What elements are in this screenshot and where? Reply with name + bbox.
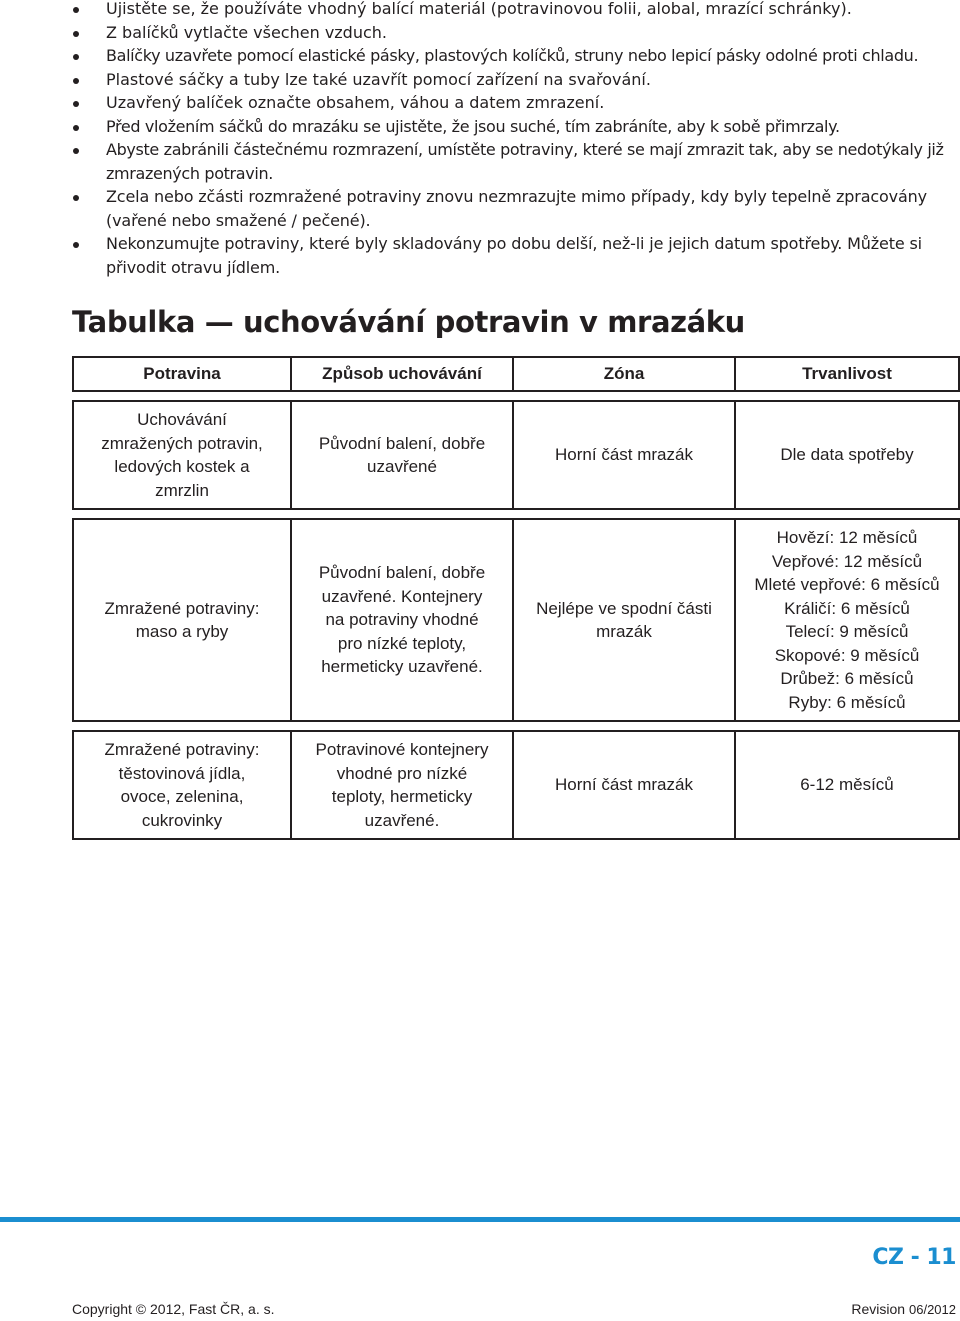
bullet-item xyxy=(0,185,960,232)
bullet-dot-icon xyxy=(73,31,79,37)
bullet-item xyxy=(0,138,960,185)
cell-line: Horní část mrazák xyxy=(555,445,693,465)
revision-value: 06/2012 xyxy=(909,1302,956,1317)
cell-potravina xyxy=(72,730,291,840)
cell-line: pro nízké teploty, xyxy=(337,633,467,653)
cell-line: Původní balení, dobře xyxy=(318,563,486,583)
page-number: CZ - 11 xyxy=(872,1245,956,1270)
cell-line: Vepřové: 12 měsíců xyxy=(771,551,923,571)
bullet-dot-icon xyxy=(73,148,79,154)
cell-zpusob xyxy=(291,400,513,510)
cell-zpusob xyxy=(291,730,513,840)
bullet-text: Nekonzumujte potraviny, které byly skladovány po dobu delší, než-li je jejich datum spotřeby. Můžete si přivodit otravu jídlem. xyxy=(106,234,922,277)
cell-line: Telecí: 9 měsíců xyxy=(785,622,909,641)
bullet-text: Zcela nebo zčásti rozmražené potraviny znovu nezmrazujte mimo případy, kdy byly tepelně zpracovány (vařené nebo smažené / pečené). xyxy=(106,187,927,230)
cell-line: Hovězí: 12 měsíců xyxy=(776,528,918,547)
cell-line: Potravinové kontejnery xyxy=(315,740,489,759)
bullet-dot-icon xyxy=(73,54,79,60)
cell-line: Králičí: 6 měsíců xyxy=(784,598,910,618)
cell-zpusob xyxy=(291,518,513,722)
revision-info xyxy=(851,1301,956,1317)
bullet-text: Balíčky uzavřete pomocí elastické pásky, plastových kolíčků, struny nebo lepicí pásky odolné proti chladu. xyxy=(106,46,919,65)
cell-line: Drůbež: 6 měsíců xyxy=(780,669,914,688)
table-header-row xyxy=(72,356,960,392)
footer-divider xyxy=(0,1217,960,1222)
bullet-dot-icon xyxy=(73,78,79,84)
bullet-text: Plastové sáčky a tuby lze také uzavřít pomocí zařízení na svařování. xyxy=(106,69,651,89)
cell-line: 6-12 měsíců xyxy=(800,775,894,795)
cell-line: Mleté vepřové: 6 měsíců xyxy=(754,575,940,594)
copyright-notice: Copyright © 2012, Fast ČR, a. s. xyxy=(72,1301,275,1317)
table-row xyxy=(72,730,960,840)
cell-line: ledových kostek a xyxy=(114,457,250,476)
cell-line: uzavřené xyxy=(367,457,437,476)
cell-line: Nejlépe ve spodní části xyxy=(536,598,712,618)
bullet-dot-icon xyxy=(73,7,79,13)
cell-potravina xyxy=(72,518,291,722)
bullet-item xyxy=(0,21,960,45)
cell-line: Zmražené potraviny: xyxy=(104,740,260,759)
cell-line: uzavřené. xyxy=(364,810,440,830)
cell-line: Původní balení, dobře xyxy=(318,433,486,453)
bullet-dot-icon xyxy=(73,125,79,131)
revision-label: Revision xyxy=(851,1301,906,1317)
cell-line: Horní část mrazák xyxy=(555,775,693,795)
table-row xyxy=(72,400,960,510)
cell-line: Ryby: 6 měsíců xyxy=(788,692,906,712)
cell-line: Skopové: 9 měsíců xyxy=(774,645,920,665)
table-row xyxy=(72,518,960,722)
cell-potravina xyxy=(72,400,291,510)
cell-zona xyxy=(513,518,735,722)
bullet-text: Uzavřený balíček označte obsahem, váhou a datem zmrazení. xyxy=(106,93,605,112)
bullet-text: Abyste zabránili částečnému rozmrazení, umístěte potraviny, které se mají zmrazit tak, aby se nedotýkaly již zmrazených potravin. xyxy=(106,140,944,183)
header-zpusob: Způsob uchovávání xyxy=(291,356,513,392)
cell-line: na potraviny vhodné xyxy=(325,610,479,630)
bullet-dot-icon xyxy=(73,101,79,107)
cell-line: hermeticky uzavřené. xyxy=(321,657,483,677)
cell-line: Zmražené potraviny: xyxy=(104,598,260,618)
cell-trvanlivost xyxy=(735,518,960,722)
bullet-dot-icon xyxy=(73,195,79,201)
section-title: Tabulka — uchovávání potravin v mrazáku xyxy=(72,305,745,339)
bullet-item xyxy=(0,68,960,92)
cell-line: ovoce, zelenina, xyxy=(120,787,244,806)
header-zona: Zóna xyxy=(513,356,735,392)
cell-line: teploty, hermeticky xyxy=(331,787,473,806)
cell-line: cukrovinky xyxy=(141,810,223,830)
cell-line: uzavřené. Kontejnery xyxy=(321,586,483,606)
header-potravina: Potravina xyxy=(72,356,291,392)
cell-trvanlivost xyxy=(735,730,960,840)
bullet-item xyxy=(0,0,960,21)
cell-line: mrazák xyxy=(596,622,652,641)
cell-zona xyxy=(513,730,735,840)
cell-zona xyxy=(513,400,735,510)
cell-trvanlivost xyxy=(735,400,960,510)
cell-line: Dle data spotřeby xyxy=(780,445,914,465)
bullet-item xyxy=(0,91,960,115)
bullet-text: Před vložením sáčků do mrazáku se ujistěte, že jsou suché, tím zabráníte, aby k sobě přimrzaly. xyxy=(106,116,840,136)
cell-line: vhodné pro nízké xyxy=(336,763,468,783)
cell-line: zmražených potravin, xyxy=(101,433,263,453)
cell-line: Uchovávání xyxy=(137,410,227,429)
bullet-dot-icon xyxy=(73,242,79,248)
bullet-text: Z balíčků vytlačte všechen vzduch. xyxy=(106,22,387,42)
bullet-item xyxy=(0,232,960,279)
bullet-item xyxy=(0,115,960,139)
cell-line: maso a ryby xyxy=(135,622,229,641)
bullet-text: Ujistěte se, že používáte vhodný balící materiál (potravinovou folii, alobal, mrazící schránky). xyxy=(106,0,852,18)
bullet-item xyxy=(0,44,960,68)
instruction-bullet-list xyxy=(0,0,960,279)
cell-line: zmrzlin xyxy=(155,480,209,500)
header-trvanlivost: Trvanlivost xyxy=(735,356,960,392)
freezer-storage-table xyxy=(72,348,960,848)
cell-line: těstovinová jídla, xyxy=(118,763,246,783)
